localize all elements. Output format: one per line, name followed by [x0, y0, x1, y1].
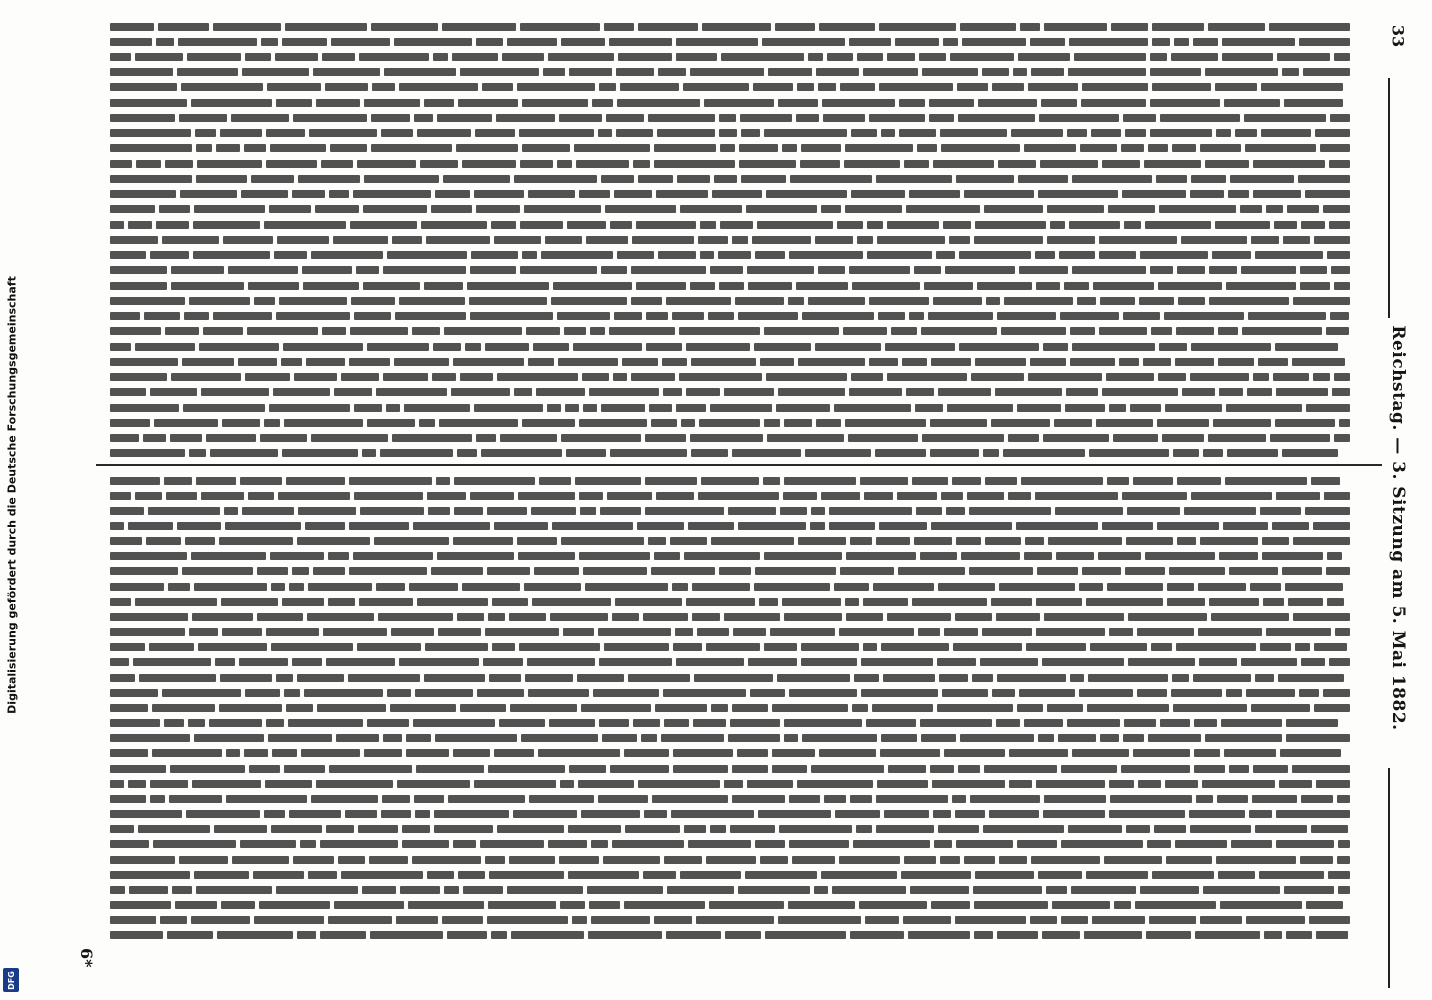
digitization-credit: [2, 0, 22, 1000]
header-title: Reichstag. — 3. Sitzung am 5. Mai 1882.: [1388, 325, 1408, 731]
header-rule: [1388, 768, 1390, 988]
text-line: [110, 506, 1376, 515]
text-line: [110, 658, 1376, 667]
text-line: [110, 327, 1376, 336]
text-line: [110, 749, 1376, 758]
text-line: [110, 281, 1376, 290]
text-line: [110, 418, 1376, 427]
text-line: [110, 342, 1376, 351]
text-line: [110, 266, 1376, 275]
text-line: [110, 144, 1376, 153]
text-line: [110, 612, 1376, 621]
text-line: [110, 68, 1376, 77]
text-line: [110, 779, 1376, 788]
dfg-logo-text: DFG: [6, 970, 16, 990]
text-line: [110, 251, 1376, 260]
text-line: [110, 855, 1376, 864]
text-line: [110, 491, 1376, 500]
text-line: [110, 688, 1376, 697]
text-line: [110, 434, 1376, 443]
text-line: [110, 582, 1376, 591]
page-number: 33: [1388, 24, 1408, 48]
text-line: [110, 174, 1376, 183]
text-line: [110, 449, 1376, 458]
text-line: [110, 810, 1376, 819]
text-line: [110, 22, 1376, 31]
dfg-logo: [3, 968, 19, 992]
text-line: [110, 673, 1376, 682]
text-line: [110, 388, 1376, 397]
credit-text: Digitalisierung gefördert durch die Deutsche Forschungsgemeinschaft: [5, 276, 19, 714]
text-line: [110, 703, 1376, 712]
text-line: [110, 220, 1376, 229]
text-line: [110, 870, 1376, 879]
text-line: [110, 373, 1376, 382]
text-line: [110, 129, 1376, 138]
text-line: [110, 628, 1376, 637]
text-line: [110, 37, 1376, 46]
text-column-left: [110, 20, 1376, 462]
text-line: [110, 521, 1376, 530]
column-divider: [96, 464, 1382, 466]
running-header: [1386, 8, 1410, 992]
text-line: [110, 734, 1376, 743]
text-line: [110, 403, 1376, 412]
signature-mark: 6*: [77, 948, 96, 968]
text-line: [110, 83, 1376, 92]
text-line: [110, 719, 1376, 728]
text-line: [110, 190, 1376, 199]
text-line: [110, 840, 1376, 849]
text-line: [110, 476, 1376, 485]
text-line: [110, 312, 1376, 321]
text-line: [110, 567, 1376, 576]
text-line: [110, 205, 1376, 214]
text-line: [110, 901, 1376, 910]
text-line: [110, 916, 1376, 925]
text-column-right: [110, 474, 1376, 944]
text-line: [110, 931, 1376, 940]
header-rule: [1388, 78, 1390, 318]
text-line: [110, 98, 1376, 107]
text-line: [110, 113, 1376, 122]
text-line: [110, 235, 1376, 244]
text-line: [110, 885, 1376, 894]
text-line: [110, 296, 1376, 305]
text-line: [110, 159, 1376, 168]
text-line: [110, 643, 1376, 652]
text-line: [110, 357, 1376, 366]
text-line: [110, 825, 1376, 834]
text-line: [110, 537, 1376, 546]
text-line: [110, 794, 1376, 803]
text-line: [110, 597, 1376, 606]
text-line: [110, 764, 1376, 773]
text-line: [110, 552, 1376, 561]
text-line: [110, 52, 1376, 61]
